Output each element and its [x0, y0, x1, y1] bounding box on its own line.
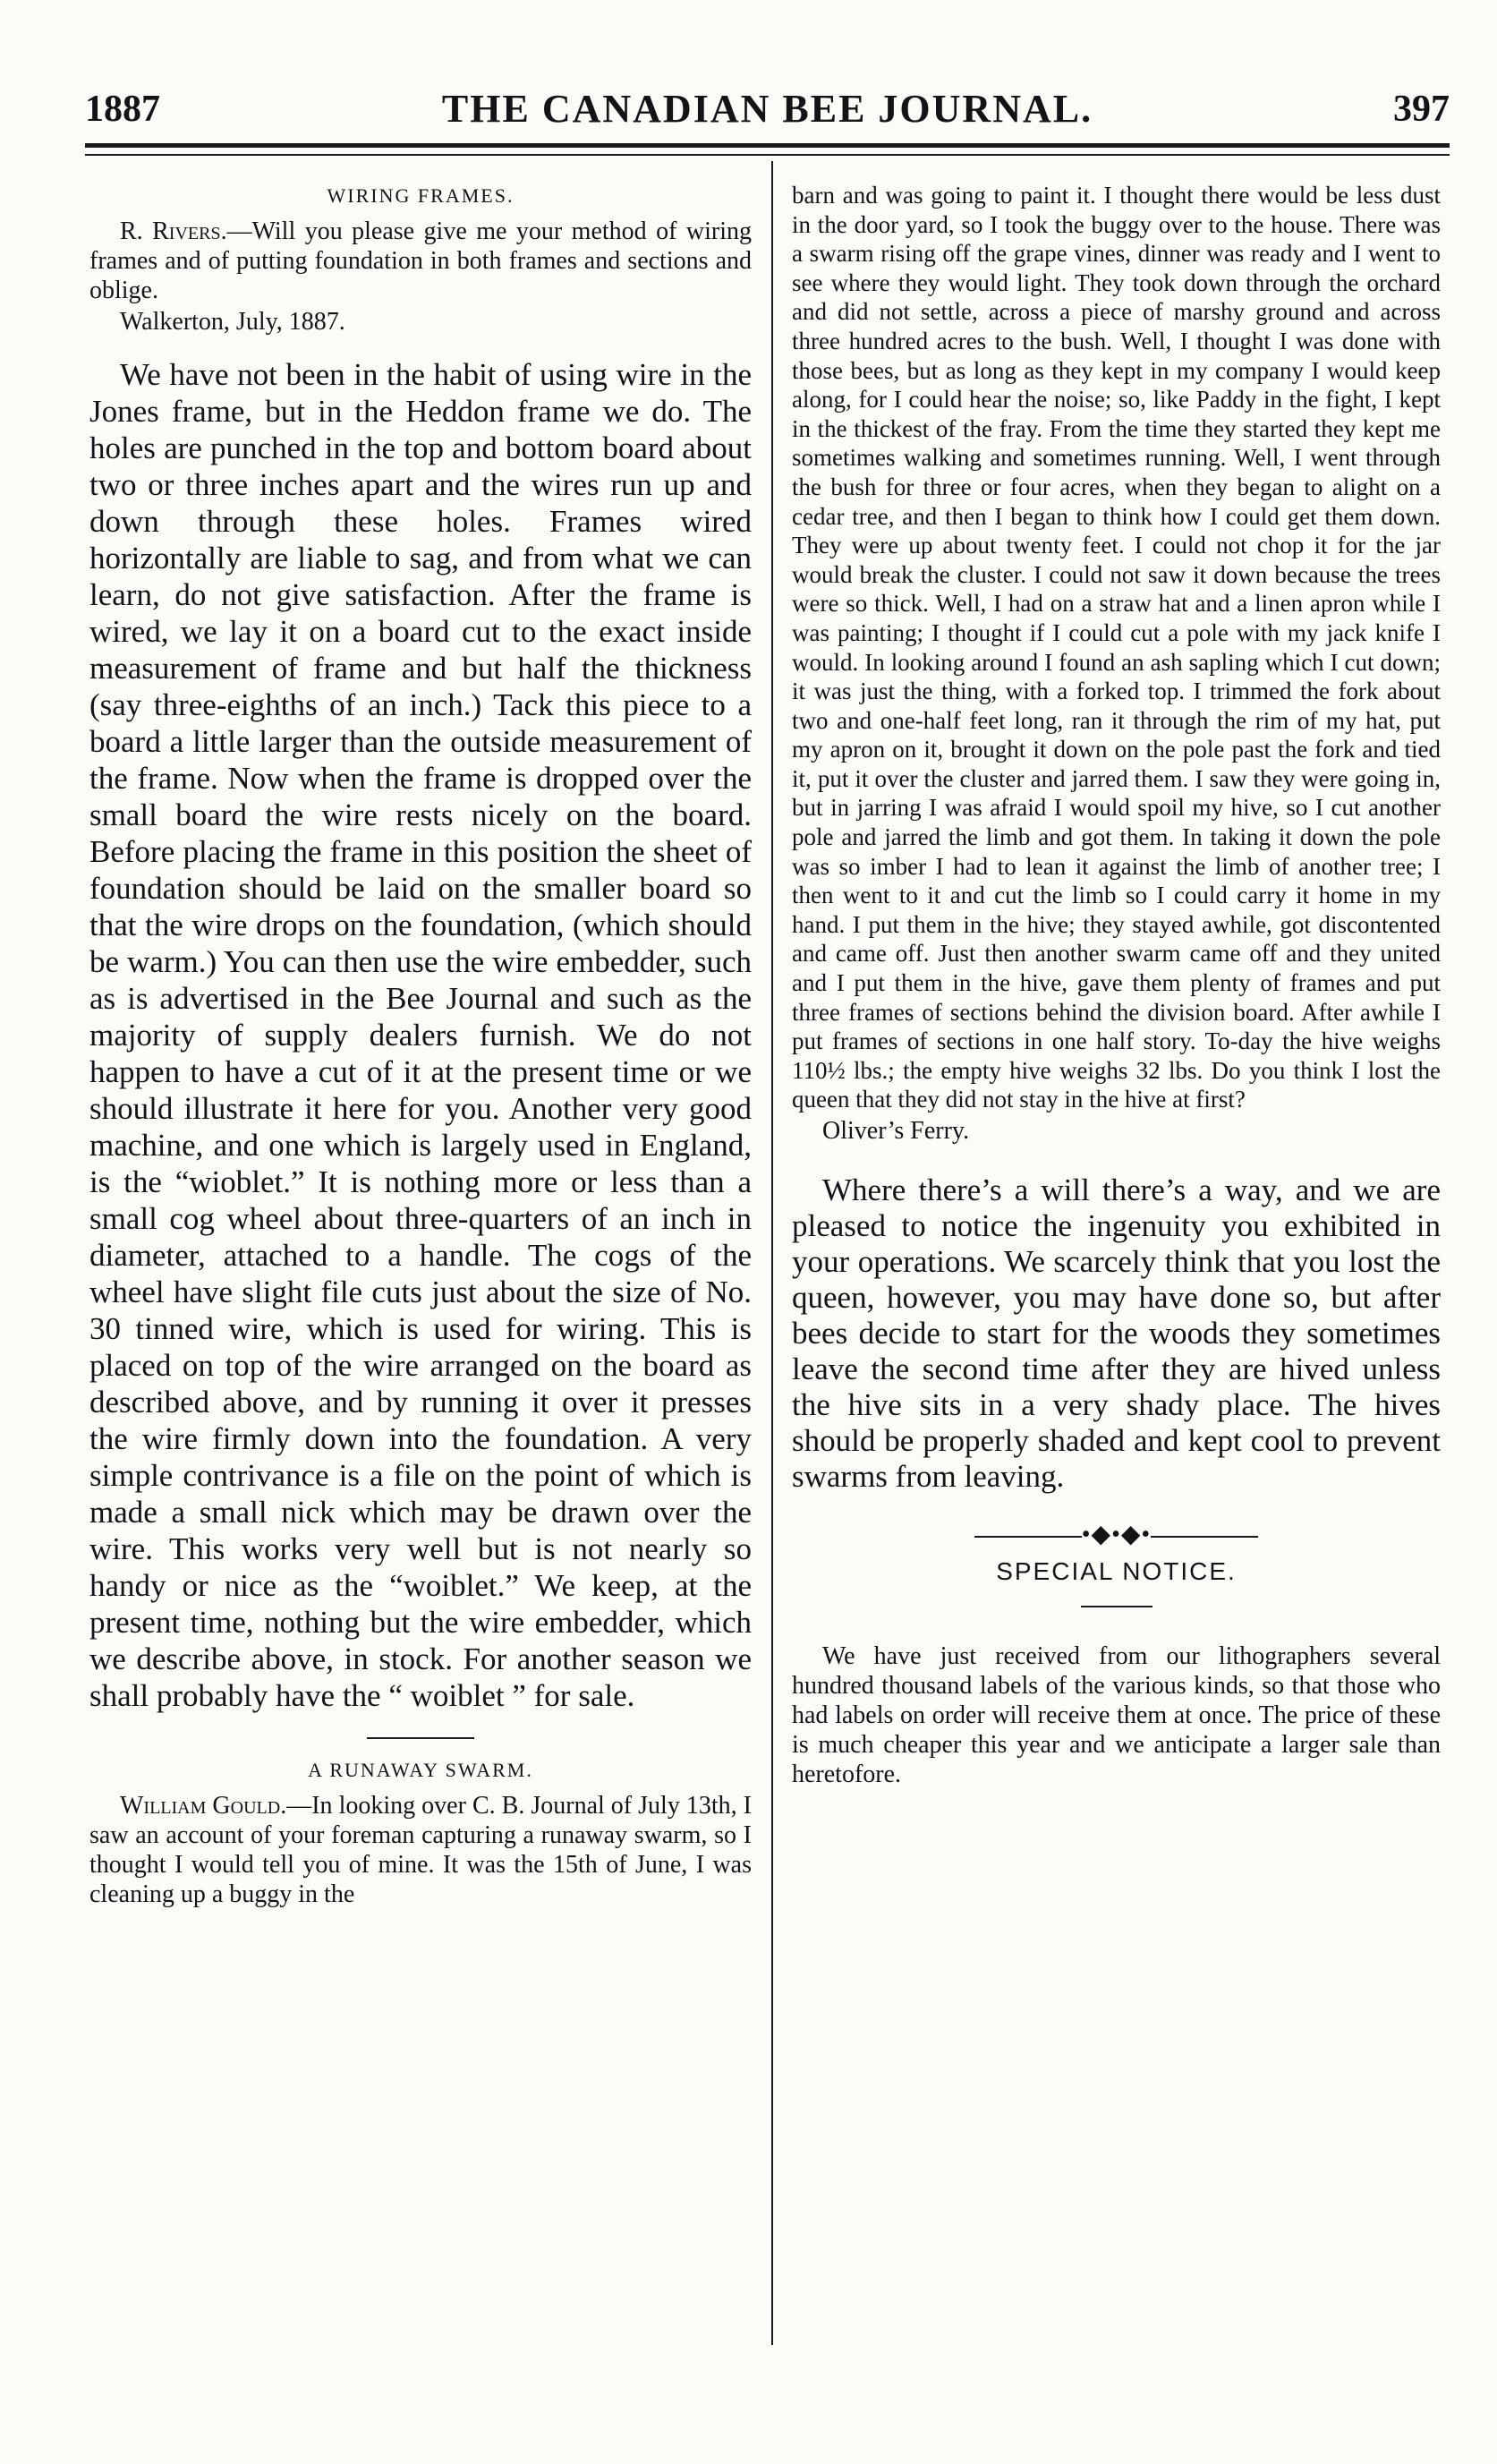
runaway-swarm-heading: A RUNAWAY SWARM. [308, 1759, 533, 1781]
header-year: 1887 [85, 89, 160, 130]
wiring-question-text: —Will you please give me your method of wiring frames and of putting foundation in both frames and sections and oblige. [89, 217, 752, 304]
journal-title: THE CANADIAN BEE JOURNAL. [441, 87, 1093, 131]
running-head [85, 86, 1450, 141]
ornament-glyph: •◆•◆• [1081, 1521, 1152, 1548]
section-ornament [792, 1522, 1441, 1548]
runaway-swarm-letter-continued: barn and was going to paint it. I thought there would be less dust in the door yard, so I took the buggy over to the house. There was a swarm rising off the grape vines, dinner was ready and I went to see where they would light. They took down through the orchard and did not settle, across a piece of marshy ground and across three hundred acres to the bush. Well, I thought I was done with those bees, but as long as they kept in my company I would keep along, for I could hear the noise; so, like Paddy in the fight, I kept in the thickest of the fray. From the time they started they kept me sometimes walking and sometimes running. Well, I went through the bush for three or four acres, when they began to alight on a cedar tree, and then I began to think how I could get them down. They were up about twenty feet. I could not chop it for the jar would break the cluster. I could not saw it down because the trees were so thick. Well, I had on a straw hat and a linen apron while I was painting; I thought if I could cut a pole with my jack knife I would. In looking around I found an ash sapling which I cut down; it was just the thing, with a forked top. I trimmed the fork about two and one-half feet long, ran it through the rim of my hat, put my apron on it, brought it down on the pole past the fork and tied it, put it over the cluster and jarred them. I saw they were going in, but in jarring I was afraid I would spoil my hive, so I cut another pole and jarred the limb and got them. In taking it down the pole was so imber I had to lean it against the limb of another tree; I then went to it and cut the limb so I could carry it home in my hand. I put them in the hive; they stayed awhile, got discontented and came off. Just then another swarm came off and they united and I put them in the hive, gave them plenty of frames and put three frames of sections behind the division board. After awhile I put frames of sections in one half story. To-day the hive weighs 110½ lbs.; the empty hive weighs 32 lbs. Do you think I lost the queen that they did not stay in the hive at first? [792, 182, 1441, 1113]
runaway-swarm-letter-start: —In looking over C. B. Journal of July 13th, I saw an account of your foreman capturing a runaway swarm, so I thought I would tell you of mine. It was the 15th of June, I was cleaning up a buggy in the [89, 1792, 752, 1908]
ornament-line-left [974, 1536, 1082, 1538]
runaway-swarm-reply: Where there’s a will there’s a way, and we are pleased to notice the ingenuity you exhibited in your operations. We scarcely think that you lost the queen, however, you may have done so, but after bees decide to start for the woods they sometimes leave the second time after they are hived unless the hive sits in a very shady place. The hives should be properly shaded and kept cool to prevent swarms from leaving. [792, 1172, 1441, 1494]
section-rule [367, 1737, 474, 1739]
column-divider [771, 161, 773, 2345]
ornament-line-right [1151, 1536, 1258, 1538]
page-number: 397 [1393, 89, 1450, 130]
special-notice-rule [1081, 1606, 1153, 1607]
left-column [89, 181, 752, 1909]
wiring-question [89, 217, 752, 305]
runaway-swarm-author: William Gould. [120, 1792, 287, 1820]
special-notice-text: We have just received from our lithographers several hundred thousand labels of the various kinds, so that those who had labels on order will receive them at once. The price of these is much cheaper this year and we anticipate a larger sale than heretofore. [792, 1642, 1441, 1788]
special-notice-heading: SPECIAL NOTICE. [996, 1557, 1237, 1585]
header-rule-thick [85, 143, 1450, 148]
header-rule-thin [85, 154, 1450, 156]
wiring-frames-reply: We have not been in the habit of using wire in the Jones frame, but in the Heddon frame we do. The holes are punched in the top and bottom board about two or three inches apart and the wires run up and down through these holes. Frames wired horizontally are liable to sag, and from what we can learn, do not give satisfaction. After the frame is wired, we lay it on a board cut to the exact inside measurement of frame and but half the thickness (say three-eighths of an inch.) Tack this piece to a board a little larger than the outside measurement of the frame. Now when the frame is dropped over the small board the wire rests nicely on the board. Before placing the frame in this position the sheet of foundation should be laid on the smaller board so that the wire drops on the foundation, (which should be warm.) You can then use the wire embedder, such as is advertised in the Bee Journal and such as the majority of supply dealers furnish. We do not happen to have a cut of it at the present time or we should illustrate it here for you. Another very good machine, and one which is largely used in England, is the “wioblet.” It is nothing more or less than a small cog wheel about three-quarters of an inch in diameter, attached to a handle. The cogs of the wheel have slight file cuts just about the size of No. 30 tinned wire, which is used for wiring. This is placed on top of the wire arranged on the board as described above, and by running it over it presses the wire firmly down into the foundation. A very simple contrivance is a file on the point of which is made a small nick which may be drawn over the wire. This works very well but is not nearly so handy or nice as the “woiblet.” We keep, at the present time, nothing but the wire embedder, which we describe above, in stock. For another season we shall probably have the “ woiblet ” for sale. [89, 357, 752, 1713]
runaway-swarm-signoff: Oliver’s Ferry. [822, 1117, 970, 1145]
wiring-frames-heading: WIRING FRAMES. [327, 184, 515, 207]
right-column [792, 181, 1441, 1789]
wiring-question-author: R. Rivers. [120, 217, 227, 245]
runaway-swarm-letter [89, 1791, 752, 1909]
wiring-question-signoff: Walkerton, July, 1887. [120, 308, 345, 336]
